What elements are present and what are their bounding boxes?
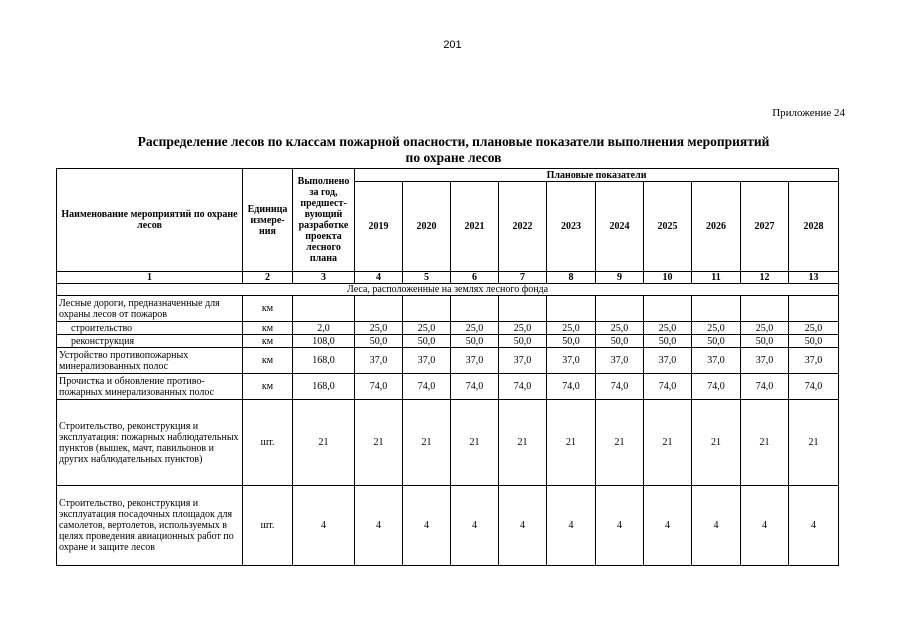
row-plan-value: 74,0 [547,374,596,400]
table-row [57,322,839,335]
row-plan-value: 74,0 [644,374,692,400]
row-name: строительство [57,322,243,335]
header-year: 2028 [789,182,839,272]
column-number: 13 [789,272,839,284]
header-year: 2023 [547,182,596,272]
row-plan-value: 25,0 [355,322,403,335]
column-number: 7 [499,272,547,284]
row-done-value: 168,0 [293,348,355,374]
row-plan-value: 50,0 [451,335,499,348]
row-name: Устройство противопожарных минерализованных полос [57,348,243,374]
column-number: 8 [547,272,596,284]
row-plan-value: 25,0 [403,322,451,335]
header-name: Наименование мероприятий по охране лесов [57,169,243,272]
row-plan-value: 25,0 [547,322,596,335]
column-number: 9 [596,272,644,284]
row-plan-value: 25,0 [499,322,547,335]
row-done-value: 4 [293,486,355,566]
header-year: 2026 [692,182,741,272]
row-plan-value: 50,0 [789,335,839,348]
row-name: Прочистка и обновление противо-пожарных минерализованных полос [57,374,243,400]
header-year: 2025 [644,182,692,272]
column-number: 11 [692,272,741,284]
row-plan-value: 50,0 [741,335,789,348]
table-row [57,335,839,348]
header-year: 2021 [451,182,499,272]
row-plan-value [547,296,596,322]
row-plan-value: 50,0 [355,335,403,348]
row-plan-value: 50,0 [547,335,596,348]
document-title [56,134,851,166]
title-line-1: Распределение лесов по классам пожарной опасности, плановые показатели выполнения мероприятий [137,134,770,149]
row-name: реконструкция [57,335,243,348]
row-unit: км [243,335,293,348]
row-plan-value: 21 [741,400,789,486]
row-done-value: 2,0 [293,322,355,335]
row-plan-value: 74,0 [403,374,451,400]
row-plan-value [692,296,741,322]
row-plan-value: 21 [451,400,499,486]
table-row [57,400,839,486]
row-done-value [293,296,355,322]
row-plan-value: 37,0 [741,348,789,374]
row-plan-value: 37,0 [692,348,741,374]
row-plan-value: 74,0 [692,374,741,400]
measures-table [56,168,839,566]
row-plan-value: 74,0 [741,374,789,400]
column-numbers-row [57,272,839,284]
appendix-label: Приложение 24 [772,107,845,119]
table-row [57,348,839,374]
column-number: 12 [741,272,789,284]
row-plan-value: 50,0 [692,335,741,348]
row-plan-value: 74,0 [596,374,644,400]
row-plan-value: 50,0 [644,335,692,348]
row-plan-value: 21 [355,400,403,486]
header-year: 2024 [596,182,644,272]
row-unit: шт. [243,400,293,486]
row-plan-value: 4 [741,486,789,566]
row-plan-value: 50,0 [596,335,644,348]
page-number: 201 [443,39,462,51]
row-plan-value [451,296,499,322]
row-name: Строительство, реконструкция и эксплуатация посадочных площадок для самолетов, вертолетов, используемых в целях проведения авиационных работ по охране и защите лесов [57,486,243,566]
row-plan-value: 21 [644,400,692,486]
row-done-value: 108,0 [293,335,355,348]
row-plan-value: 37,0 [451,348,499,374]
row-plan-value [644,296,692,322]
row-plan-value: 74,0 [451,374,499,400]
row-plan-value: 25,0 [644,322,692,335]
row-plan-value: 21 [403,400,451,486]
row-plan-value: 25,0 [692,322,741,335]
row-unit: шт. [243,486,293,566]
row-plan-value [355,296,403,322]
column-number: 4 [355,272,403,284]
header-year: 2020 [403,182,451,272]
table-row [57,374,839,400]
row-unit: км [243,374,293,400]
row-plan-value: 4 [499,486,547,566]
header-done: Выполнено за год, предшест-вующий разработке проекта лесного плана [293,169,355,272]
row-plan-value: 4 [692,486,741,566]
row-name: Лесные дороги, предназначенные для охраны лесов от пожаров [57,296,243,322]
column-number: 10 [644,272,692,284]
row-plan-value: 37,0 [547,348,596,374]
table-row [57,296,839,322]
row-plan-value: 4 [644,486,692,566]
row-plan-value: 50,0 [499,335,547,348]
column-number: 2 [243,272,293,284]
row-plan-value: 25,0 [451,322,499,335]
row-plan-value: 37,0 [789,348,839,374]
row-name: Строительство, реконструкция и эксплуатация: пожарных наблюдательных пунктов (вышек, мачт, павильонов и других наблюдательных пунктов) [57,400,243,486]
title-line-2: по охране лесов [405,150,502,165]
column-number: 3 [293,272,355,284]
row-plan-value [596,296,644,322]
row-plan-value: 37,0 [596,348,644,374]
row-plan-value: 74,0 [499,374,547,400]
header-unit: Единица измере-ния [243,169,293,272]
row-plan-value: 25,0 [789,322,839,335]
column-number: 6 [451,272,499,284]
header-year: 2019 [355,182,403,272]
row-plan-value: 4 [451,486,499,566]
row-plan-value [789,296,839,322]
row-plan-value: 21 [547,400,596,486]
row-plan-value: 21 [789,400,839,486]
section-title: Леса, расположенные на землях лесного фонда [57,284,839,296]
row-plan-value: 21 [692,400,741,486]
row-plan-value: 37,0 [499,348,547,374]
column-number: 5 [403,272,451,284]
header-planned: Плановые показатели [355,169,839,182]
table-row [57,486,839,566]
header-year: 2027 [741,182,789,272]
row-plan-value [403,296,451,322]
row-plan-value: 74,0 [789,374,839,400]
row-unit: км [243,322,293,335]
row-plan-value: 4 [403,486,451,566]
row-plan-value: 21 [596,400,644,486]
row-plan-value: 4 [596,486,644,566]
row-plan-value: 74,0 [355,374,403,400]
row-plan-value: 37,0 [355,348,403,374]
row-plan-value: 21 [499,400,547,486]
row-unit: км [243,348,293,374]
column-number: 1 [57,272,243,284]
row-plan-value: 25,0 [596,322,644,335]
row-plan-value: 37,0 [644,348,692,374]
row-plan-value: 50,0 [403,335,451,348]
row-plan-value: 4 [789,486,839,566]
row-done-value: 168,0 [293,374,355,400]
row-plan-value: 37,0 [403,348,451,374]
row-plan-value: 4 [547,486,596,566]
row-done-value: 21 [293,400,355,486]
row-plan-value [741,296,789,322]
row-plan-value [499,296,547,322]
row-unit: км [243,296,293,322]
row-plan-value: 4 [355,486,403,566]
row-plan-value: 25,0 [741,322,789,335]
header-year: 2022 [499,182,547,272]
